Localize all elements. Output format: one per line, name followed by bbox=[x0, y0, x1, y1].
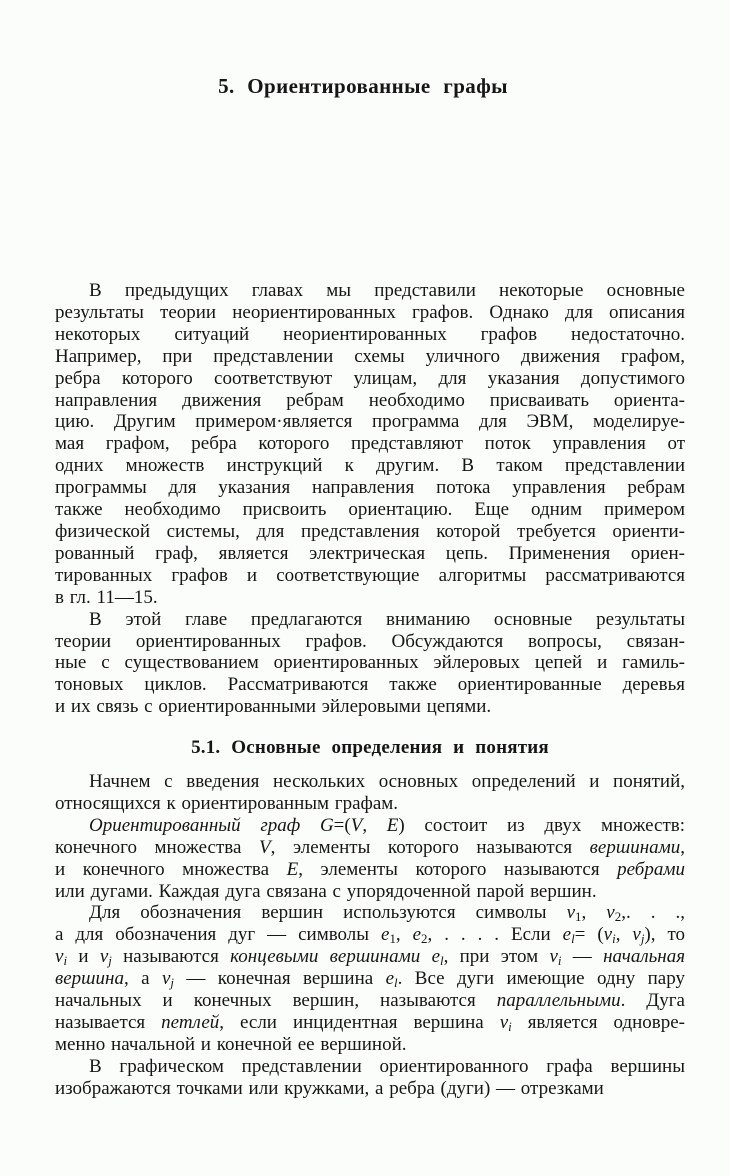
text-line: тоновых циклов. Рассматриваются также ориентированные деревья bbox=[55, 674, 685, 696]
text-line: или дугами. Каждая дуга связана с упорядоченной парой вершин. bbox=[55, 880, 597, 902]
text-line: конечного множества V, элементы которого называются вершинами, bbox=[55, 836, 685, 858]
text-line: программы для указания направления потока управления ребрам bbox=[55, 477, 685, 499]
text-line: также необходимо присвоить ориентацию. Еще одним примером bbox=[55, 499, 685, 521]
text-line: называется петлей, если инцидентная вершина $v_i$ является одновре- bbox=[55, 1012, 686, 1035]
text-line: начальных и конечных вершин, называются параллельными. Дуга bbox=[55, 990, 685, 1012]
text-line: Ориентированный граф G=(V, E) состоит из двух множеств: bbox=[89, 814, 686, 836]
text-line: одних множеств инструкций к другим. В таком представлении bbox=[55, 455, 685, 477]
paragraph bbox=[55, 280, 685, 609]
text-line: результаты теории неориентированных графов. Однако для описания bbox=[55, 301, 685, 323]
text-line: некоторых ситуаций неориентированных графов недостаточно. bbox=[55, 323, 685, 345]
text-line: физической системы, для представления которой требуется ориенти- bbox=[55, 520, 685, 542]
paragraph bbox=[55, 609, 685, 719]
text-line: вершина, а $v_j$ — конечная вершина $e_l$. Все дуги имеющие одну пару bbox=[55, 968, 685, 991]
section-heading: 5.1. Основные определения и понятия bbox=[191, 737, 549, 759]
text-line: ребра которого соответствуют улицам, для указания допустимого bbox=[55, 367, 685, 389]
chapter-title: 5. Ориентированные графы bbox=[218, 74, 508, 98]
text-line: тированных графов и соответствующие алгоритмы рассматриваются bbox=[55, 564, 685, 586]
paragraph bbox=[55, 815, 685, 903]
text-line: В этой главе предлагаются вниманию основные результаты bbox=[89, 608, 685, 630]
text-line: а для обозначения дуг — символы $e_1$, $e_2$, . . . . Если $e_l= (v_i$, $v_j$), то bbox=[55, 924, 685, 947]
text-line: относящихся к ориентированным графам. bbox=[55, 792, 399, 814]
section-paragraphs bbox=[55, 771, 685, 1100]
text-line: изображаются точками или кружками, а ребра (дуги) — отрезками bbox=[55, 1077, 604, 1099]
text-line: менно начальной и конечной ее вершиной. bbox=[55, 1033, 407, 1055]
text-line: Например, при представлении схемы уличного движения графом, bbox=[55, 345, 685, 367]
text-line: направления движения ребрам необходимо присваивать ориента- bbox=[55, 389, 685, 411]
text-column bbox=[55, 280, 685, 1100]
text-line: ные с существованием ориентированных эйлеровых цепей и гамиль- bbox=[55, 652, 685, 674]
text-line: В предыдущих главах мы представили некоторые основные bbox=[89, 280, 685, 301]
text-line: Начнем с введения нескольких основных определений и понятий, bbox=[89, 771, 685, 793]
text-line: цию. Другим примером·является программа для ЭВМ, моделируе- bbox=[55, 411, 685, 433]
text-line: рованный граф, является электрическая цепь. Применения ориен- bbox=[55, 542, 685, 564]
text-line: $v_i$ и $v_j$ называются концевыми вершинами $e_l$, при этом $v_i$ — начальная bbox=[55, 946, 686, 969]
paragraph bbox=[55, 771, 685, 815]
text-line: и их связь с ориентированными эйлеровыми цепями. bbox=[55, 696, 492, 718]
intro-paragraphs bbox=[55, 280, 685, 718]
text-line: Для обозначения вершин используются символы $v_1$, $v_2$,. . ., bbox=[89, 902, 686, 925]
text-line: в гл. 11—15. bbox=[55, 586, 158, 608]
text-line: мая графом, ребра которого представляют поток управления от bbox=[55, 433, 685, 455]
paragraph bbox=[55, 1056, 685, 1100]
text-line: теории ориентированных графов. Обсуждаются вопросы, связан- bbox=[55, 630, 685, 652]
paragraph bbox=[55, 902, 685, 1055]
text-line: В графическом представлении ориентированного графа вершины bbox=[89, 1055, 685, 1077]
text-line: и конечного множества E, элементы которого называются ребрами bbox=[55, 858, 685, 880]
